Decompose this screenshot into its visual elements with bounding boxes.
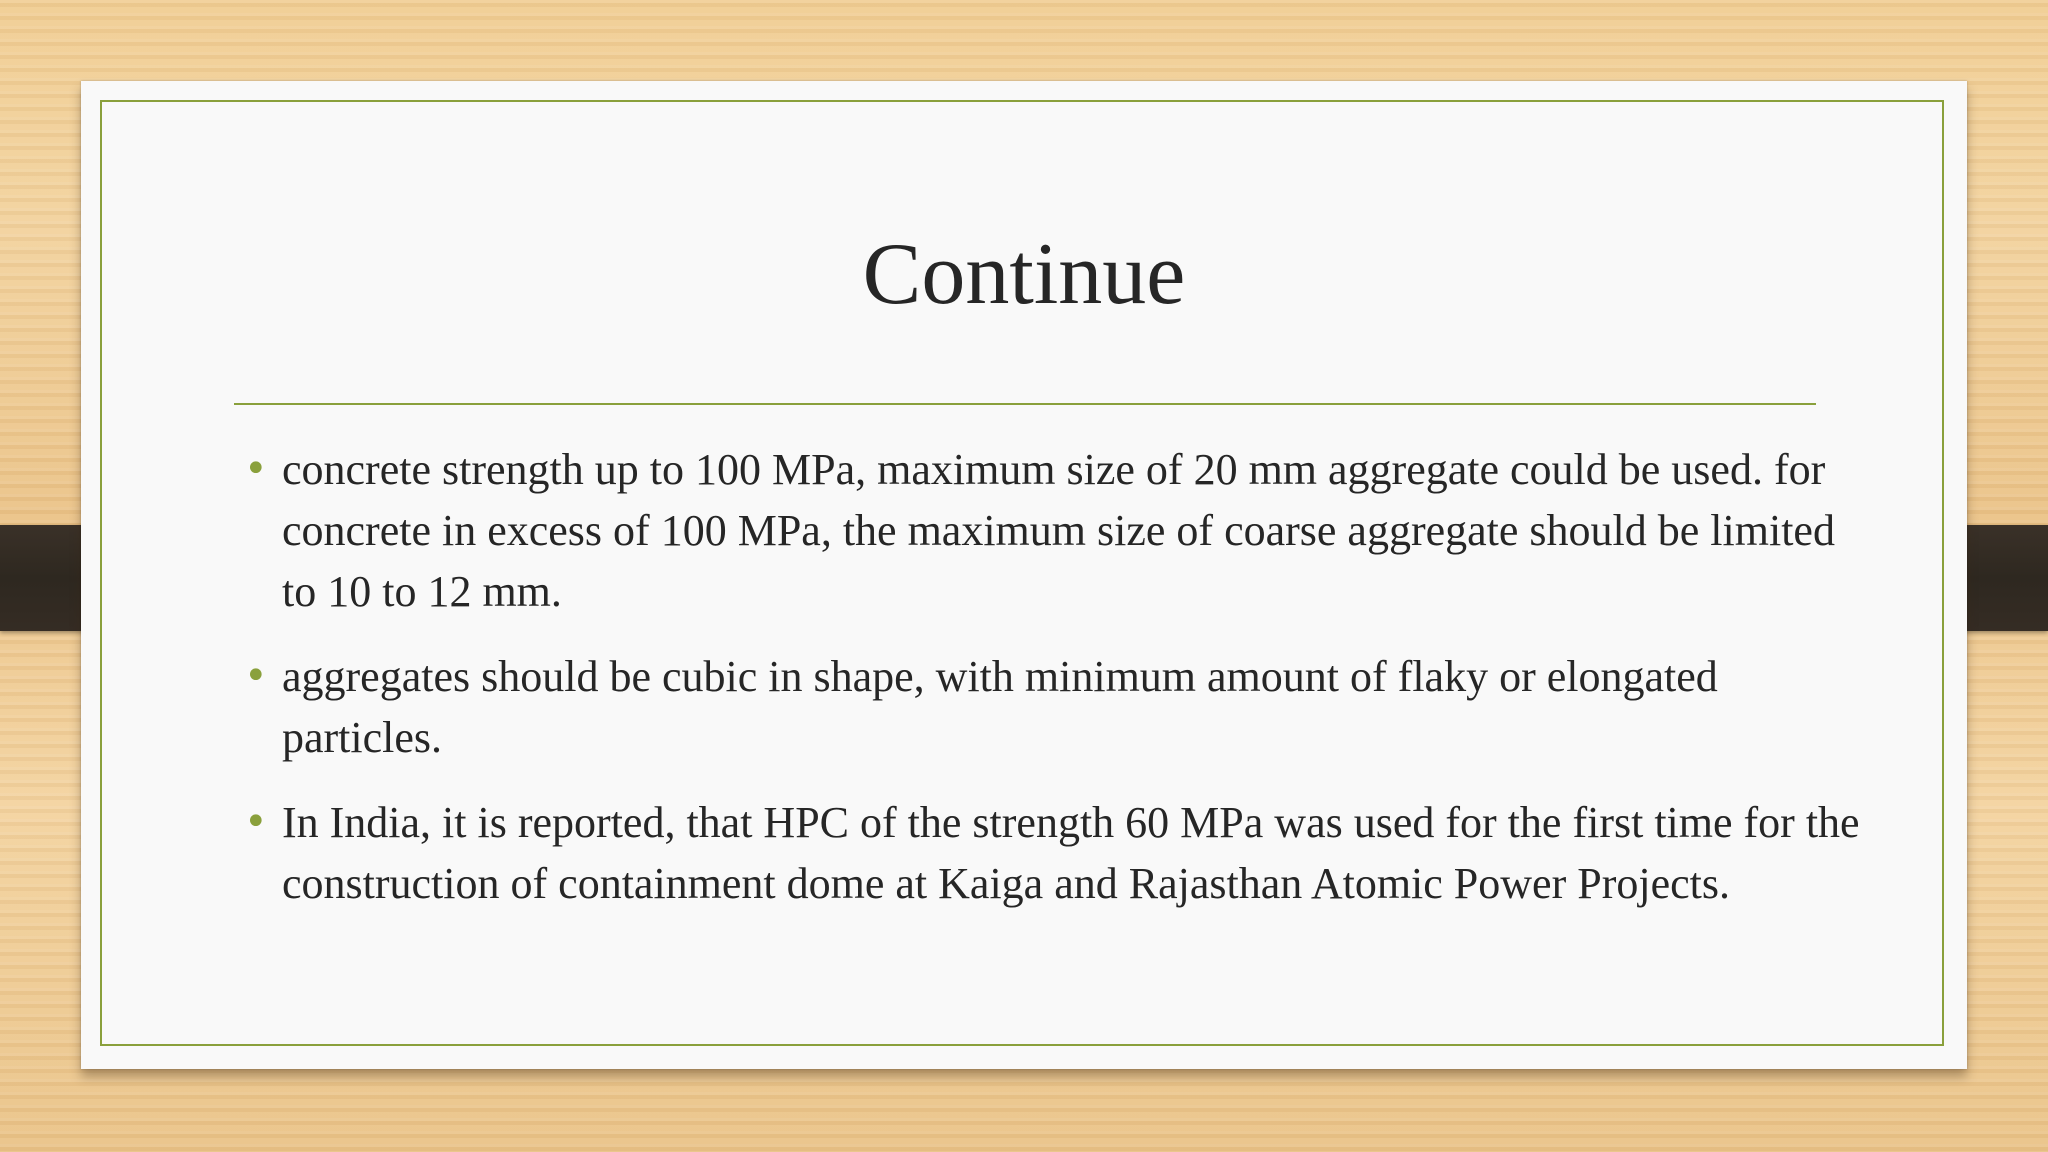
bullet-text: aggregates should be cubic in shape, with minimum amount of flaky or elongated particles.: [282, 652, 1718, 762]
bullet-text: In India, it is reported, that HPC of the strength 60 MPa was used for the first time for the construction of containment dome at Kaiga and Rajasthan Atomic Power Projects.: [282, 798, 1860, 908]
title-divider: [234, 403, 1816, 405]
bullet-dot-icon: •: [244, 799, 268, 845]
bullet-dot-icon: •: [244, 446, 268, 492]
bullet-item: [234, 439, 1874, 622]
bullet-item: [234, 792, 1874, 914]
slide: [81, 81, 1967, 1069]
slide-title: Continue: [862, 226, 1186, 323]
bullet-text: concrete strength up to 100 MPa, maximum size of 20 mm aggregate could be used. for concrete in excess of 100 MPa, the maximum size of coarse aggregate should be limited to 10 to 12 mm.: [282, 445, 1835, 616]
bullet-dot-icon: •: [244, 653, 268, 699]
bullet-list: [234, 439, 1874, 938]
bullet-item: [234, 646, 1874, 768]
